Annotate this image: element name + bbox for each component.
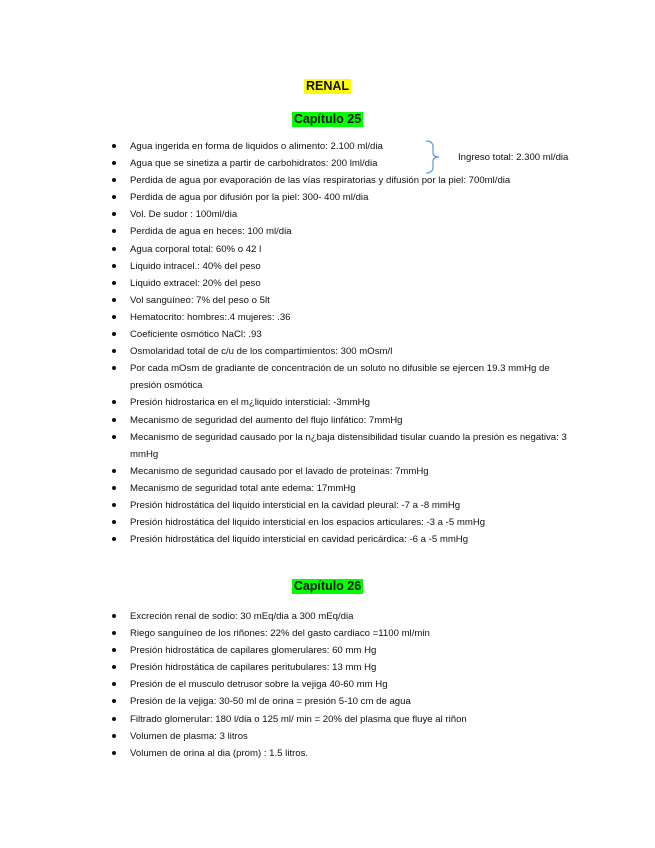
chapter-26-heading-wrap: [0, 577, 655, 595]
list-item: Agua ingerida en forma de liquidos o alimento: 2.100 ml/dia: [0, 138, 570, 155]
list-item: Presión hidrostática del liquido intersticial en los espacios articulares: -3 a -5 mmHg: [0, 514, 570, 531]
list-item: Perdida de agua por difusión por la piel: 300- 400 ml/dia: [0, 189, 570, 206]
list-item: Mecanismo de seguridad causado por el lavado de proteínas: 7mmHg: [0, 463, 570, 480]
list-item: Presión de el musculo detrusor sobre la vejiga 40-60 mm Hg: [0, 676, 570, 693]
list-item: Presión hidrostática del liquido intersticial en cavidad pericárdica: -6 a -5 mmHg: [0, 531, 570, 548]
list-item: Presión hidrostarica en el m¿liquido intersticial: -3mmHg: [0, 394, 570, 411]
list-item: Volumen de plasma: 3 litros: [0, 728, 570, 745]
list-item: Osmolaridad total de c/u de los compartimientos: 300 mOsm/l: [0, 343, 570, 360]
chapter-26-list: [0, 608, 570, 762]
list-item: Perdida de agua en heces: 100 ml/dia: [0, 223, 570, 240]
document-title: RENAL: [305, 79, 350, 93]
brace-icon: [424, 140, 444, 174]
list-item: Mecanismo de seguridad del aumento del flujo linfático: 7mmHg: [0, 412, 570, 429]
list-item: Vol sanguíneo: 7% del peso o 5lt: [0, 292, 570, 309]
list-item: Liquido extracel: 20% del peso: [0, 275, 570, 292]
list-item: Filtrado glomerular: 180 l/dia o 125 ml/ min = 20% del plasma que fluye al riñon: [0, 711, 570, 728]
chapter-26-heading: Capítulo 26: [293, 579, 362, 593]
list-item: Agua corporal total: 60% o 42 l: [0, 241, 570, 258]
list-item: Mecanismo de seguridad total ante edema: 17mmHg: [0, 480, 570, 497]
list-item: Presión hidrostática de capilares glomerulares: 60 mm Hg: [0, 642, 570, 659]
list-item: Volumen de orina al dia (prom) : 1.5 litros.: [0, 745, 570, 762]
list-item: Coeficiente osmótico NaCl: .93: [0, 326, 570, 343]
list-item: Agua que se sinetiza a partir de carbohidratos: 200 lml/dia: [0, 155, 570, 172]
list-item: Por cada mOsm de gradiante de concentración de un soluto no difusible se ejercen 19.3 mmHg de presión osmótica: [0, 360, 570, 394]
list-item: Liquido intracel.: 40% del peso: [0, 258, 570, 275]
title-wrap: [0, 77, 655, 95]
chapter-25-list: [0, 138, 570, 548]
chapter-25-heading-wrap: [0, 110, 655, 128]
ingreso-total-label: Ingreso total: 2.300 ml/dia: [458, 152, 569, 163]
list-item: Perdida de agua por evaporación de las vías respiratorias y difusión por la piel: 700ml/dia: [0, 172, 570, 189]
list-item: Presión hidrostática del liquido intersticial en la cavidad pleural: -7 a -8 mmHg: [0, 497, 570, 514]
list-item: Vol. De sudor : 100ml/dia: [0, 206, 570, 223]
list-item: Presión de la vejiga: 30-50 ml de orina = presión 5-10 cm de agua: [0, 693, 570, 710]
list-item: Mecanismo de seguridad causado por la n¿baja distensibilidad tisular cuando la presión es negativa: 3 mmHg: [0, 429, 570, 463]
chapter-25-heading: Capítulo 25: [293, 112, 362, 126]
list-item: Hematocrito: hombres:.4 mujeres: .36: [0, 309, 570, 326]
list-item: Excreción renal de sodio: 30 mEq/dia a 300 mEq/dia: [0, 608, 570, 625]
list-item: Presión hidrostática de capilares peritubulares: 13 mm Hg: [0, 659, 570, 676]
list-item: Riego sanguíneo de los riñones: 22% del gasto cardiaco =1100 ml/min: [0, 625, 570, 642]
